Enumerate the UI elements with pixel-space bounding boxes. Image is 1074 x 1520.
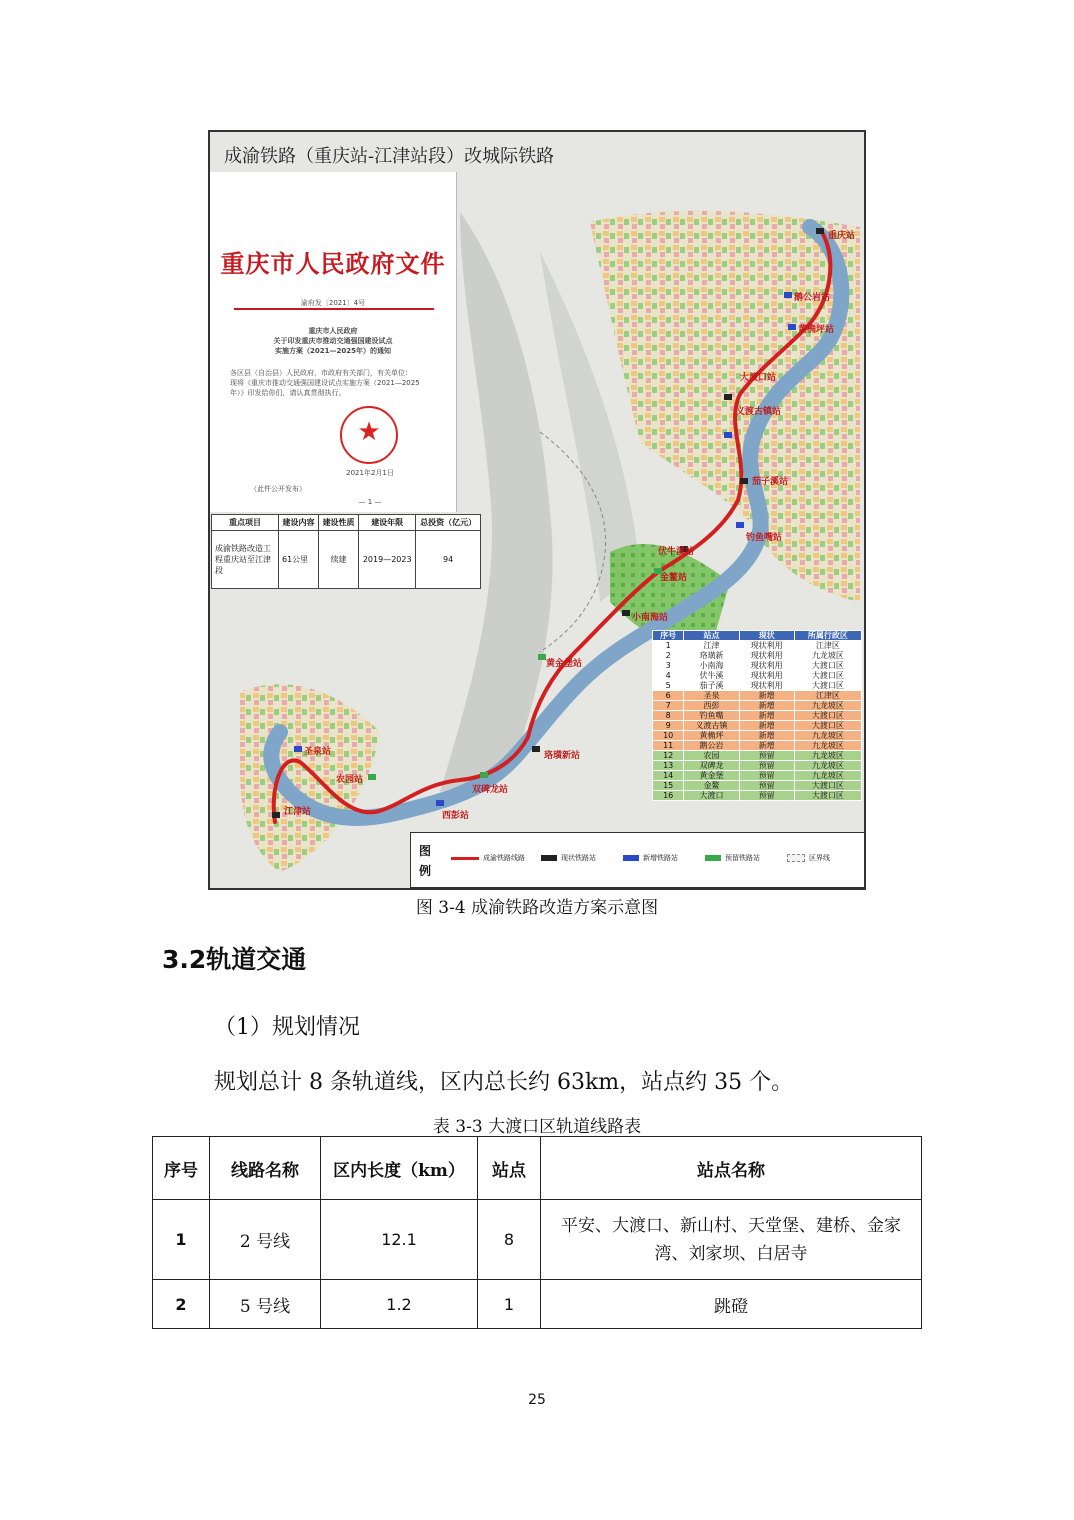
station-status-cell: 11 (653, 741, 684, 751)
station-status-rows (653, 641, 862, 801)
station-status-cell: 预留 (739, 791, 794, 801)
station-status-cell: 现状利用 (739, 681, 794, 691)
header-cell-no: 序号 (153, 1137, 210, 1200)
station-status-cell: 现状利用 (739, 651, 794, 661)
station-label: 鹅公岩站 (794, 293, 831, 303)
station-status-row (653, 671, 862, 681)
station-status-cell: 黄金堡 (684, 771, 739, 781)
figure-title: 成渝铁路（重庆站-江津站段）改城际铁路 (224, 146, 555, 167)
legend-rail-swatch (451, 857, 479, 860)
station-label: 重庆站 (828, 231, 856, 241)
station-label: 圣泉站 (304, 747, 332, 757)
station-label: 珞璜新站 (544, 751, 581, 761)
row-station-names: 跳磴 (541, 1280, 922, 1329)
legend-title: 图例 (419, 844, 432, 878)
station-status-cell: 九龙坡区 (794, 701, 861, 711)
table-caption: 表 3-3 大渡口区轨道线路表 (432, 1117, 642, 1137)
station-status-cell: 九龙坡区 (794, 751, 861, 761)
station-status-cell: 西彭 (684, 701, 739, 711)
station-status-row (653, 711, 862, 721)
header-cell-stations: 站点 (478, 1137, 541, 1200)
station-status-row (653, 641, 862, 651)
project-table-cell: 2019—2023 (359, 531, 416, 589)
station-status-cell: 预留 (739, 781, 794, 791)
station-label: 黄桷坪站 (798, 325, 835, 335)
header-cell-length: 区内长度（km） (321, 1137, 478, 1200)
station-status-cell: 钓鱼嘴 (684, 711, 739, 721)
station-status-row (653, 661, 862, 671)
station-status-row (653, 791, 862, 801)
rail-line-table (152, 1136, 922, 1329)
header-cell-name: 线路名称 (210, 1137, 321, 1200)
row-station-count: 8 (478, 1200, 541, 1280)
notice-body-3: 年）》印发给你们，请认真贯彻执行。 (230, 389, 346, 397)
body-paragraph: 规划总计 8 条轨道线，区内总长约 63km，站点约 35 个。 (214, 1070, 794, 1095)
rail-line-table-header (153, 1137, 922, 1200)
document-header: 重庆市人民政府文件 (220, 249, 446, 278)
legend-item-label: 成渝铁路线路 (483, 854, 525, 862)
station-label: 大渡口站 (740, 373, 777, 383)
station-status-cell: 伏牛溪 (684, 671, 739, 681)
station-status-cell: 新增 (739, 701, 794, 711)
station-label: 义渡古镇站 (736, 407, 782, 417)
station-status-cell: 珞璜新 (684, 651, 739, 661)
station-status-row (653, 681, 862, 691)
sub-heading: （1）规划情况 (214, 1015, 360, 1040)
legend-item-label: 预留铁路站 (725, 854, 760, 862)
page-mark: — 1 — (358, 498, 382, 506)
station-status-cell: 茄子溪 (684, 681, 739, 691)
station-status-row (653, 761, 862, 771)
project-table-cell: 94 (416, 531, 481, 589)
station-status-cell: 12 (653, 751, 684, 761)
project-table-header (212, 515, 481, 531)
station-status-cell: 大渡口区 (794, 661, 861, 671)
station-status-row (653, 691, 862, 701)
station-status-cell: 现状利用 (739, 641, 794, 651)
station-status-row (653, 771, 862, 781)
legend-item-district-boundary (787, 853, 830, 863)
station-status-header (653, 631, 862, 641)
row-line-name: 2 号线 (210, 1200, 321, 1280)
figure-caption: 图 3-4 成渝铁路改造方案示意图 (415, 898, 659, 918)
project-table-cell: 续建 (319, 531, 359, 589)
table-row (153, 1200, 922, 1280)
station-status-cell: 新增 (739, 691, 794, 701)
project-table (211, 514, 481, 589)
project-table-header-cell: 重点项目 (212, 515, 279, 531)
station-status-cell: 10 (653, 731, 684, 741)
legend-item-new-station (623, 853, 678, 863)
station-status-cell: 现状利用 (739, 661, 794, 671)
station-status-cell: 现状利用 (739, 671, 794, 681)
station-label: 黄金堡站 (546, 659, 583, 669)
legend-reserved-swatch (705, 855, 721, 861)
station-status-cell: 江津区 (794, 691, 861, 701)
station-label: 西彭站 (442, 811, 470, 821)
station-status-cell: 小南海 (684, 661, 739, 671)
footer-note: （此件公开发布） (250, 485, 306, 493)
station-status-cell: 九龙坡区 (794, 731, 861, 741)
station-status-cell: 大渡口区 (794, 721, 861, 731)
row-length: 1.2 (321, 1280, 478, 1329)
station-status-cell: 新增 (739, 721, 794, 731)
notice-title-1: 重庆市人民政府 (308, 327, 358, 335)
station-status-cell: 九龙坡区 (794, 761, 861, 771)
station-status-cell: 6 (653, 691, 684, 701)
station-status-row (653, 731, 862, 741)
station-status-cell: 新增 (739, 741, 794, 751)
legend-item-reserved-station (705, 853, 760, 863)
legend-new-swatch (623, 855, 639, 861)
station-label: 双碑龙站 (472, 785, 509, 795)
station-status-cell: 黄桷坪 (684, 731, 739, 741)
project-table-header-cell: 建设内容 (279, 515, 319, 531)
row-station-count: 1 (478, 1280, 541, 1329)
seal-date: 2021年2月1日 (346, 469, 394, 477)
government-document-card (210, 172, 457, 512)
station-status-cell: 7 (653, 701, 684, 711)
row-station-names: 平安、大渡口、新山村、天堂堡、建桥、金家湾、刘家坝、白居寺 (541, 1200, 922, 1280)
station-status-cell: 预留 (739, 761, 794, 771)
notice-body-2: 现将《重庆市推动交通强国建设试点实施方案（2021—2025 (230, 379, 420, 387)
official-seal: ★ (340, 406, 398, 464)
map-legend (410, 832, 866, 888)
legend-existing-swatch (541, 855, 557, 861)
document-number: 渝府发〔2021〕4号 (300, 299, 366, 307)
station-label: 农园站 (336, 775, 364, 785)
station-status-cell: 双碑龙 (684, 761, 739, 771)
rail-map-figure (208, 130, 866, 890)
station-label: 伏牛溪站 (658, 547, 695, 557)
project-table-cell: 成渝铁路改造工程重庆站至江津段 (212, 531, 279, 589)
station-status-cell: 鹅公岩 (684, 741, 739, 751)
project-table-header-cell: 建设年限 (359, 515, 416, 531)
station-status-cell: 预留 (739, 751, 794, 761)
legend-boundary-swatch (787, 854, 805, 862)
page-number: 25 (528, 1392, 546, 1408)
row-length: 12.1 (321, 1200, 478, 1280)
station-status-header-cell: 现状 (739, 631, 794, 641)
project-table-header-cell: 建设性质 (319, 515, 359, 531)
header-cell-station-names: 站点名称 (541, 1137, 922, 1200)
station-status-cell: 大渡口 (684, 791, 739, 801)
station-status-cell: 圣泉 (684, 691, 739, 701)
station-status-row (653, 741, 862, 751)
row-no: 2 (153, 1280, 210, 1329)
table-row (153, 1280, 922, 1329)
station-status-cell: 九龙坡区 (794, 741, 861, 751)
legend-item-label: 现状铁路站 (561, 854, 596, 862)
station-status-cell: 1 (653, 641, 684, 651)
notice-body-1: 各区县（自治县）人民政府，市政府有关部门，有关单位： (230, 369, 412, 377)
station-label: 江津站 (284, 807, 312, 817)
legend-item-rail-line (451, 853, 525, 863)
station-status-cell: 16 (653, 791, 684, 801)
notice-title-2: 关于印发重庆市推动交通强国建设试点 (273, 337, 393, 345)
station-status-cell: 金鳌 (684, 781, 739, 791)
station-status-row (653, 701, 862, 711)
station-status-cell: 新增 (739, 711, 794, 721)
station-label: 金鳌站 (660, 573, 688, 583)
station-status-cell: 大渡口区 (794, 781, 861, 791)
station-status-row (653, 721, 862, 731)
station-status-cell: 九龙坡区 (794, 651, 861, 661)
legend-item-label: 区界线 (809, 854, 830, 862)
station-status-row (653, 751, 862, 761)
station-status-cell: 13 (653, 761, 684, 771)
station-status-cell: 15 (653, 781, 684, 791)
row-no: 1 (153, 1200, 210, 1280)
station-status-cell: 5 (653, 681, 684, 691)
station-label: 钓鱼嘴站 (746, 533, 783, 543)
station-status-cell: 大渡口区 (794, 671, 861, 681)
station-status-table (652, 630, 862, 801)
station-status-cell: 九龙坡区 (794, 771, 861, 781)
station-status-header-cell: 序号 (653, 631, 684, 641)
station-status-row (653, 651, 862, 661)
row-line-name: 5 号线 (210, 1280, 321, 1329)
station-status-cell: 14 (653, 771, 684, 781)
station-label: 茄子溪站 (752, 477, 789, 487)
project-table-header-cell: 总投资（亿元） (416, 515, 481, 531)
notice-title-3: 实施方案（2021—2025年）的通知 (275, 347, 391, 355)
section-heading: 3.2轨道交通 (162, 945, 307, 974)
station-status-cell: 江津 (684, 641, 739, 651)
document-red-rule (234, 308, 434, 310)
station-status-row (653, 781, 862, 791)
station-status-cell: 大渡口区 (794, 711, 861, 721)
station-status-cell: 大渡口区 (794, 791, 861, 801)
station-status-cell: 2 (653, 651, 684, 661)
station-label: 小南海站 (632, 613, 669, 623)
station-status-header-cell: 所属行政区 (794, 631, 861, 641)
station-status-cell: 9 (653, 721, 684, 731)
station-status-header-cell: 站点 (684, 631, 739, 641)
station-status-cell: 江津区 (794, 641, 861, 651)
station-status-cell: 新增 (739, 731, 794, 741)
legend-item-label: 新增铁路站 (643, 854, 678, 862)
station-status-cell: 预留 (739, 771, 794, 781)
station-status-cell: 4 (653, 671, 684, 681)
station-status-cell: 农园 (684, 751, 739, 761)
station-status-cell: 8 (653, 711, 684, 721)
station-status-cell: 3 (653, 661, 684, 671)
project-table-cell: 61公里 (279, 531, 319, 589)
project-table-row (212, 531, 481, 589)
station-status-cell: 大渡口区 (794, 681, 861, 691)
station-status-cell: 义渡古镇 (684, 721, 739, 731)
legend-item-existing-station (541, 853, 596, 863)
